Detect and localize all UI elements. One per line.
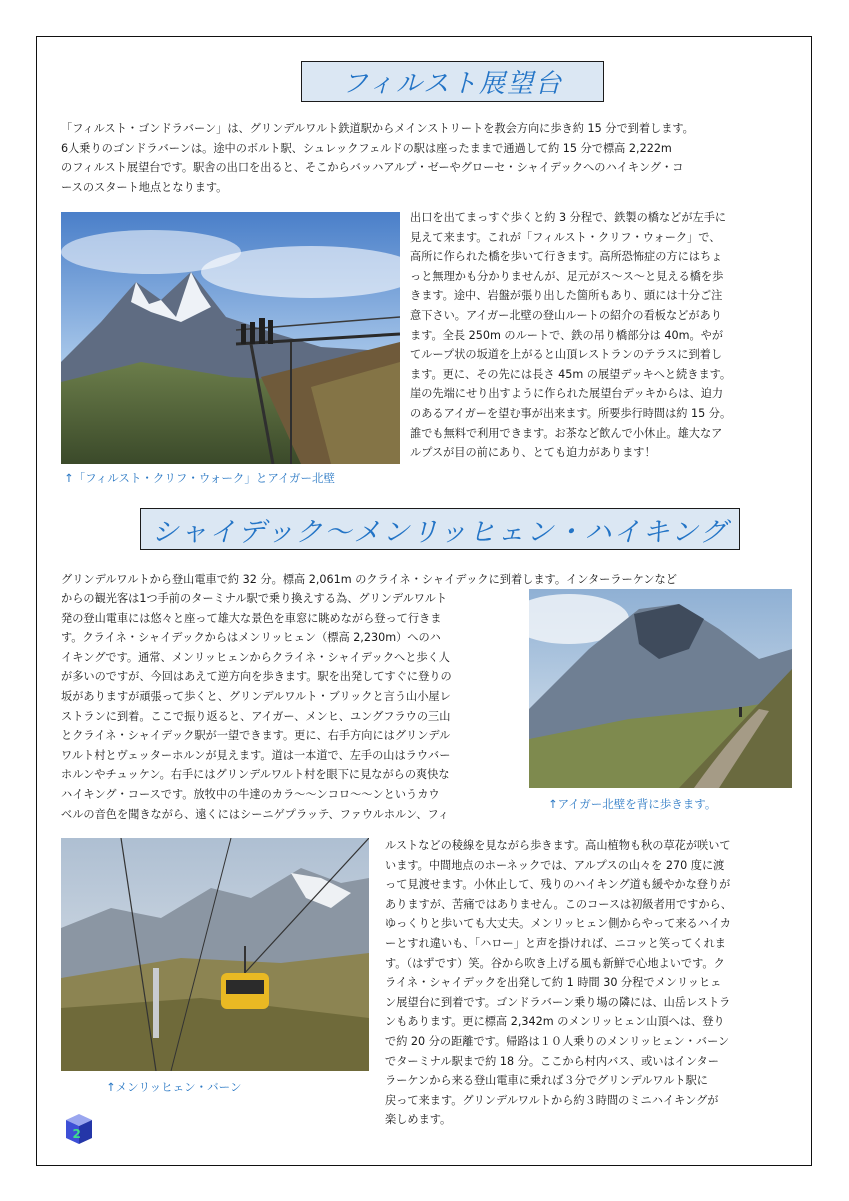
text-line: ライネ・シャイデックを出発して約 1 時間 30 分程でメンリッヒェ <box>385 976 722 990</box>
text-line: って見渡せます。小休止して、残りのハイキング道も緩やかな登りが <box>385 878 731 892</box>
photo-eiger-trail <box>529 589 792 788</box>
text-line: 見えて来ます。これが「フィルスト・クリフ・ウォーク」で、 <box>410 230 721 244</box>
section2-right-text <box>385 836 805 1130</box>
text-line: ます。更に、その先には長さ 45m の展望デッキへと続きます。 <box>410 367 732 381</box>
intro-line: のフィルスト展望台です。駅舎の出口を出ると、そこからバッハアルプ・ゼーやグローセ・シャイデックへのハイキング・コ <box>61 161 684 175</box>
text-line: ベルの音色を聞きながら、遠くにはシーニゲプラッテ、ファウルホルン、フィ <box>61 807 449 821</box>
text-line: 戻って来ます。グリンデルワルトから約３時間のミニハイキングが <box>385 1093 719 1107</box>
text-line: ホルンやチュッケン。右手にはグリンデルワルト村を眼下に見ながらの爽快な <box>61 768 450 782</box>
text-line: からの観光客は1つ手前のターミナル駅で乗り換えする為、グリンデルワルト <box>61 592 448 605</box>
text-line: きます。途中、岩盤が張り出した箇所もあり、頭には十分ご注 <box>410 289 723 303</box>
text-line: 楽しめます。 <box>385 1113 452 1127</box>
text-line: す。クライネ・シャイデックからはメンリッヒェン（標高 2,230m）へのハ <box>61 631 441 645</box>
text-line: 出口を出てまっすぐ歩くと約 3 分程で、鉄製の橋などが左手に <box>410 211 727 224</box>
page-number-cube-icon <box>64 1112 94 1146</box>
text-line: で約 20 分の距離です。帰路は１０人乗りのメンリッヒェン・バーン <box>385 1034 730 1048</box>
text-line: ワルト村とヴェッターホルンが見えます。道は一本道で、左手の山はラウバー <box>61 748 451 762</box>
text-line: 誰でも無料で利用できます。お茶など飲んで小休止。雄大なア <box>410 426 723 440</box>
section2-full-line <box>61 570 801 590</box>
section1-right-text <box>410 208 805 463</box>
intro-line: 6人乗りのゴンドラバーンは。途中のボルト駅、シュレックフェルドの駅は座ったままで通過して約 15 分で標高 2,222m <box>61 141 672 155</box>
text-line: す。（はずです）笑。谷から吹き上げる風も新鮮で心地よいです。ク <box>385 956 725 970</box>
text-line: ラーケンから来る登山電車に乗れば３分でグリンデルワルト駅に <box>385 1074 708 1088</box>
text-line: 発の登山電車には悠々と座って雄大な景色を車窓に眺めながら登って行きま <box>61 611 442 625</box>
text-line: とクライネ・シャイデック駅が一望できます。更に、右手方向にはグリンデル <box>61 729 451 743</box>
text-line: 高所に作られた橋を歩いて行きます。高所恐怖症の方にはちょ <box>410 250 723 264</box>
text-line: っと無理かも分かりませんが、足元がス～ス～と見える橋を歩 <box>410 269 724 283</box>
text-line: ゆっくりと歩いても大丈夫。メンリッヒェン側からやって来るハイカ <box>385 917 731 931</box>
text-line: グリンデルワルトから登山電車で約 32 分。標高 2,061m のクライネ・シャイデックに到着します。インターラーケンなど <box>61 573 677 586</box>
text-line: ます。全長 250m のルートで、鉄の吊り橋部分は 40m。やが <box>410 328 724 342</box>
section2-title: シャイデック～メンリッヒェン・ハイキング <box>140 508 740 550</box>
text-line: ンもあります。更に標高 2,342m のメンリッヒェン山頂へは、登り <box>385 1015 725 1029</box>
text-line: でターミナル駅まで約 18 分。ここから村内バス、或いはインター <box>385 1054 719 1068</box>
photo-maennlichen-gondola <box>61 838 369 1071</box>
text-line: 崖の先端にせり出すように作られた展望台デッキからは、迫力 <box>410 387 724 401</box>
photo-first-cliff-walk <box>61 212 400 464</box>
text-line: ルプスが目の前にあり、とても迫力があります！ <box>410 446 656 460</box>
photo-caption-eiger-trail: ↑アイガー北壁を背に歩きます。 <box>548 797 717 811</box>
section2-left-text <box>61 589 526 824</box>
text-line: が多いのですが、今回はあえて逆方向を歩きます。駅を出発してすぐに登りの <box>61 670 452 684</box>
text-line: ン展望台に到着です。ゴンドラバーン乗り場の隣には、山岳レストラ <box>385 995 731 1009</box>
intro-line: ースのスタート地点となります。 <box>61 180 228 194</box>
photo-caption-gondola: ↑メンリッヒェン・バーン <box>106 1080 242 1094</box>
text-line: います。中間地点のホーネックでは、アルプスの山々を 270 度に渡 <box>385 858 725 872</box>
text-line: 坂がありますが頑張って歩くと、グリンデルワルト・ブリックと言う山小屋レ <box>61 689 451 703</box>
section1-intro <box>61 119 791 197</box>
text-line: てループ状の坂道を上がると山頂レストランのテラスに到着し <box>410 348 723 362</box>
text-line: ストランに到着。ここで振り返ると、アイガー、メンヒ、ユングフラウの三山 <box>61 709 451 723</box>
text-line: ハイキング・コースです。放牧中の牛達のカラ～～ンコロ～～ンというカウ <box>61 787 440 801</box>
text-line: 意下さい。アイガー北壁の登山ルートの紹介の看板などがあり <box>410 308 722 322</box>
page-number: 2 <box>72 1127 81 1141</box>
text-line: ルストなどの稜線を見ながら歩きます。高山植物も秋の草花が咲いて <box>385 839 731 852</box>
text-line: のあるアイガーを望む事が出来ます。所要歩行時間は約 15 分。 <box>410 406 732 420</box>
intro-line: 「フィルスト・ゴンドラバーン」は、グリンデルワルト鉄道駅からメインストリートを教会方向に歩き約 15 分で到着します。 <box>61 122 694 135</box>
text-line: イキングです。通常、メンリッヒェンからクライネ・シャイデックへと歩く人 <box>61 650 450 664</box>
text-line: ありますが、苦痛ではありません。このコースは初級者用ですから、 <box>385 897 732 911</box>
section1-title: フィルスト展望台 <box>301 61 604 102</box>
text-line: ーとすれ違いも、「ハロー」と声を掛ければ、ニコッと笑ってくれま <box>385 936 726 950</box>
photo-caption-cliff-walk: ↑「フィルスト・クリフ・ウォーク」とアイガー北壁 <box>64 471 336 485</box>
